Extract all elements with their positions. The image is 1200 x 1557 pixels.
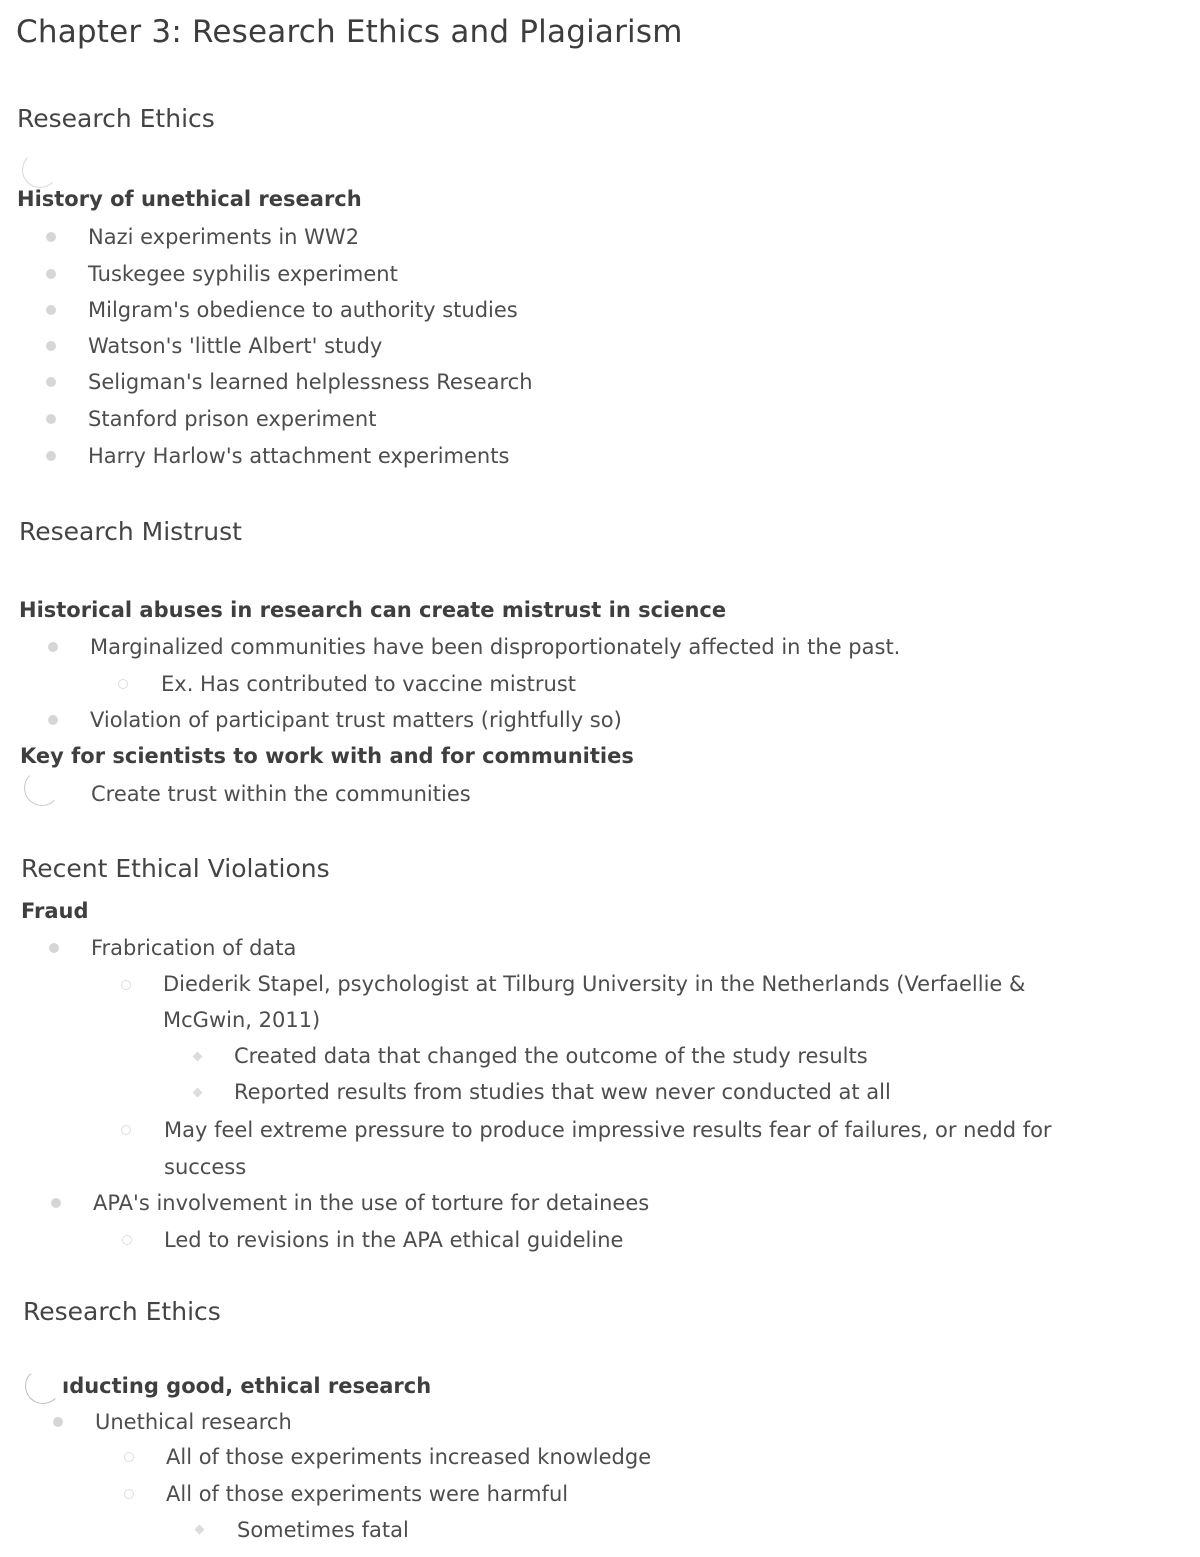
list-item: May feel extreme pressure to produce impressive results fear of failures, or nedd for — [164, 1118, 1052, 1142]
bullet-icon — [51, 1198, 61, 1208]
hollow-bullet-icon — [124, 1489, 134, 1499]
section-heading-recent-violations: Recent Ethical Violations — [21, 854, 330, 883]
list-item-continuation: success — [164, 1155, 247, 1179]
list-item: Marginalized communities have been disproportionately affected in the past. — [90, 635, 901, 659]
subheading-conducting: ıducting good, ethical research — [62, 1374, 432, 1398]
list-item: Watson's 'little Albert' study — [88, 334, 383, 358]
bullet-icon — [49, 943, 59, 953]
hollow-bullet-icon — [124, 1452, 134, 1462]
bullet-icon — [46, 377, 56, 387]
hollow-bullet-icon — [118, 679, 128, 689]
bullet-icon — [46, 269, 56, 279]
hollow-bullet-icon — [121, 980, 131, 990]
collapse-arc-icon — [24, 770, 60, 806]
list-item: Stanford prison experiment — [88, 407, 377, 431]
subheading-key-for-scientists: Key for scientists to work with and for communities — [20, 744, 634, 768]
list-item: Sometimes fatal — [237, 1518, 409, 1542]
list-item: Harry Harlow's attachment experiments — [88, 444, 510, 468]
list-item: Create trust within the communities — [91, 782, 471, 806]
hollow-bullet-icon — [121, 1125, 131, 1135]
subheading-fraud: Fraud — [21, 899, 89, 923]
collapse-arc-icon — [25, 1368, 61, 1404]
list-item: Reported results from studies that wew never conducted at all — [234, 1080, 891, 1104]
section-heading-research-mistrust: Research Mistrust — [19, 517, 242, 546]
diamond-bullet-icon — [195, 1525, 205, 1535]
bullet-icon — [46, 451, 56, 461]
bullet-icon — [46, 414, 56, 424]
list-item: Unethical research — [95, 1410, 292, 1434]
bullet-icon — [48, 642, 58, 652]
list-item: Seligman's learned helplessness Research — [88, 370, 533, 394]
hollow-bullet-icon — [122, 1235, 132, 1245]
list-item: APA's involvement in the use of torture for detainees — [93, 1191, 650, 1215]
diamond-bullet-icon — [193, 1052, 203, 1062]
list-item: Milgram's obedience to authority studies — [88, 298, 518, 322]
diamond-bullet-icon — [193, 1088, 203, 1098]
list-item: All of those experiments were harmful — [166, 1482, 569, 1506]
subheading-history: History of unethical research — [17, 187, 362, 211]
list-item: Frabrication of data — [91, 936, 297, 960]
bullet-icon — [53, 1417, 63, 1427]
list-item: Tuskegee syphilis experiment — [88, 262, 398, 286]
list-item: Ex. Has contributed to vaccine mistrust — [161, 672, 576, 696]
bullet-icon — [48, 715, 58, 725]
subheading-historical-abuses: Historical abuses in research can create mistrust in science — [19, 598, 727, 622]
bullet-icon — [46, 341, 56, 351]
section-heading-research-ethics: Research Ethics — [17, 104, 215, 133]
list-item-continuation: McGwin, 2011) — [163, 1008, 321, 1032]
bullet-icon — [46, 305, 56, 315]
page-title: Chapter 3: Research Ethics and Plagiarism — [16, 14, 683, 50]
list-item: Led to revisions in the APA ethical guideline — [164, 1228, 624, 1252]
list-item: Created data that changed the outcome of the study results — [234, 1044, 868, 1068]
list-item: Violation of participant trust matters (rightfully so) — [90, 708, 622, 732]
list-item: Diederik Stapel, psychologist at Tilburg University in the Netherlands (Verfaellie & — [163, 972, 1026, 996]
section-heading-research-ethics-2: Research Ethics — [23, 1297, 221, 1326]
bullet-icon — [46, 232, 56, 242]
list-item: Nazi experiments in WW2 — [88, 225, 360, 249]
list-item: All of those experiments increased knowledge — [166, 1445, 652, 1469]
collapse-arc-icon — [22, 152, 58, 188]
